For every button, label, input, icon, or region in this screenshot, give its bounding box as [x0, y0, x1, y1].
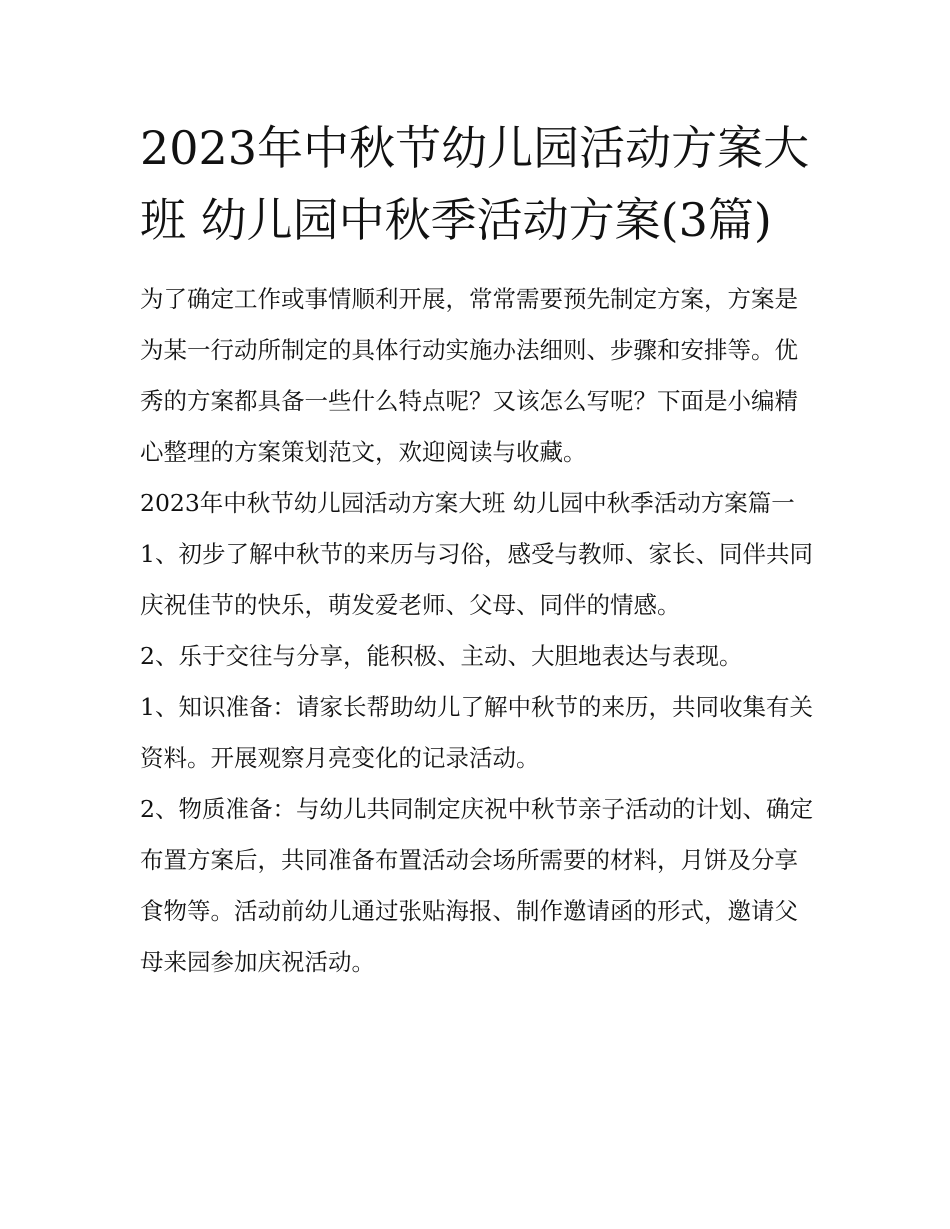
document-title: 2023年中秋节幼儿园活动方案大班 幼儿园中秋季活动方案(3篇)	[140, 121, 810, 247]
goal-paragraph-1: 1、初步了解中秋节的来历与习俗，感受与教师、家长、同伴共同庆祝佳节的快乐，萌发爱老师、父母、同伴的情感。	[140, 540, 813, 619]
preparation-paragraph-2: 2、物质准备：与幼儿共同制定庆祝中秋节亲子活动的计划、确定布置方案后，共同准备布置活动会场所需要的材料，月饼及分享食物等。活动前幼儿通过张贴海报、制作邀请函的形式，邀请父母来园参加庆祝活动。	[140, 795, 813, 976]
document-page	[140, 112, 820, 988]
preparation-paragraph-1: 1、知识准备：请家长帮助幼儿了解中秋节的来历，共同收集有关资料。开展观察月亮变化的记录活动。	[140, 693, 813, 772]
intro-paragraph: 为了确定工作或事情顺利开展，常常需要预先制定方案，方案是为某一行动所制定的具体行动实施办法细则、步骤和安排等。优秀的方案都具备一些什么特点呢？又该怎么写呢？下面是小编精心整理的方案策划范文，欢迎阅读与收藏。	[140, 285, 798, 466]
section-heading: 2023年中秋节幼儿园活动方案大班 幼儿园中秋季活动方案篇一	[140, 489, 795, 517]
goal-paragraph-2: 2、乐于交往与分享，能积极、主动、大胆地表达与表现。	[140, 642, 743, 670]
